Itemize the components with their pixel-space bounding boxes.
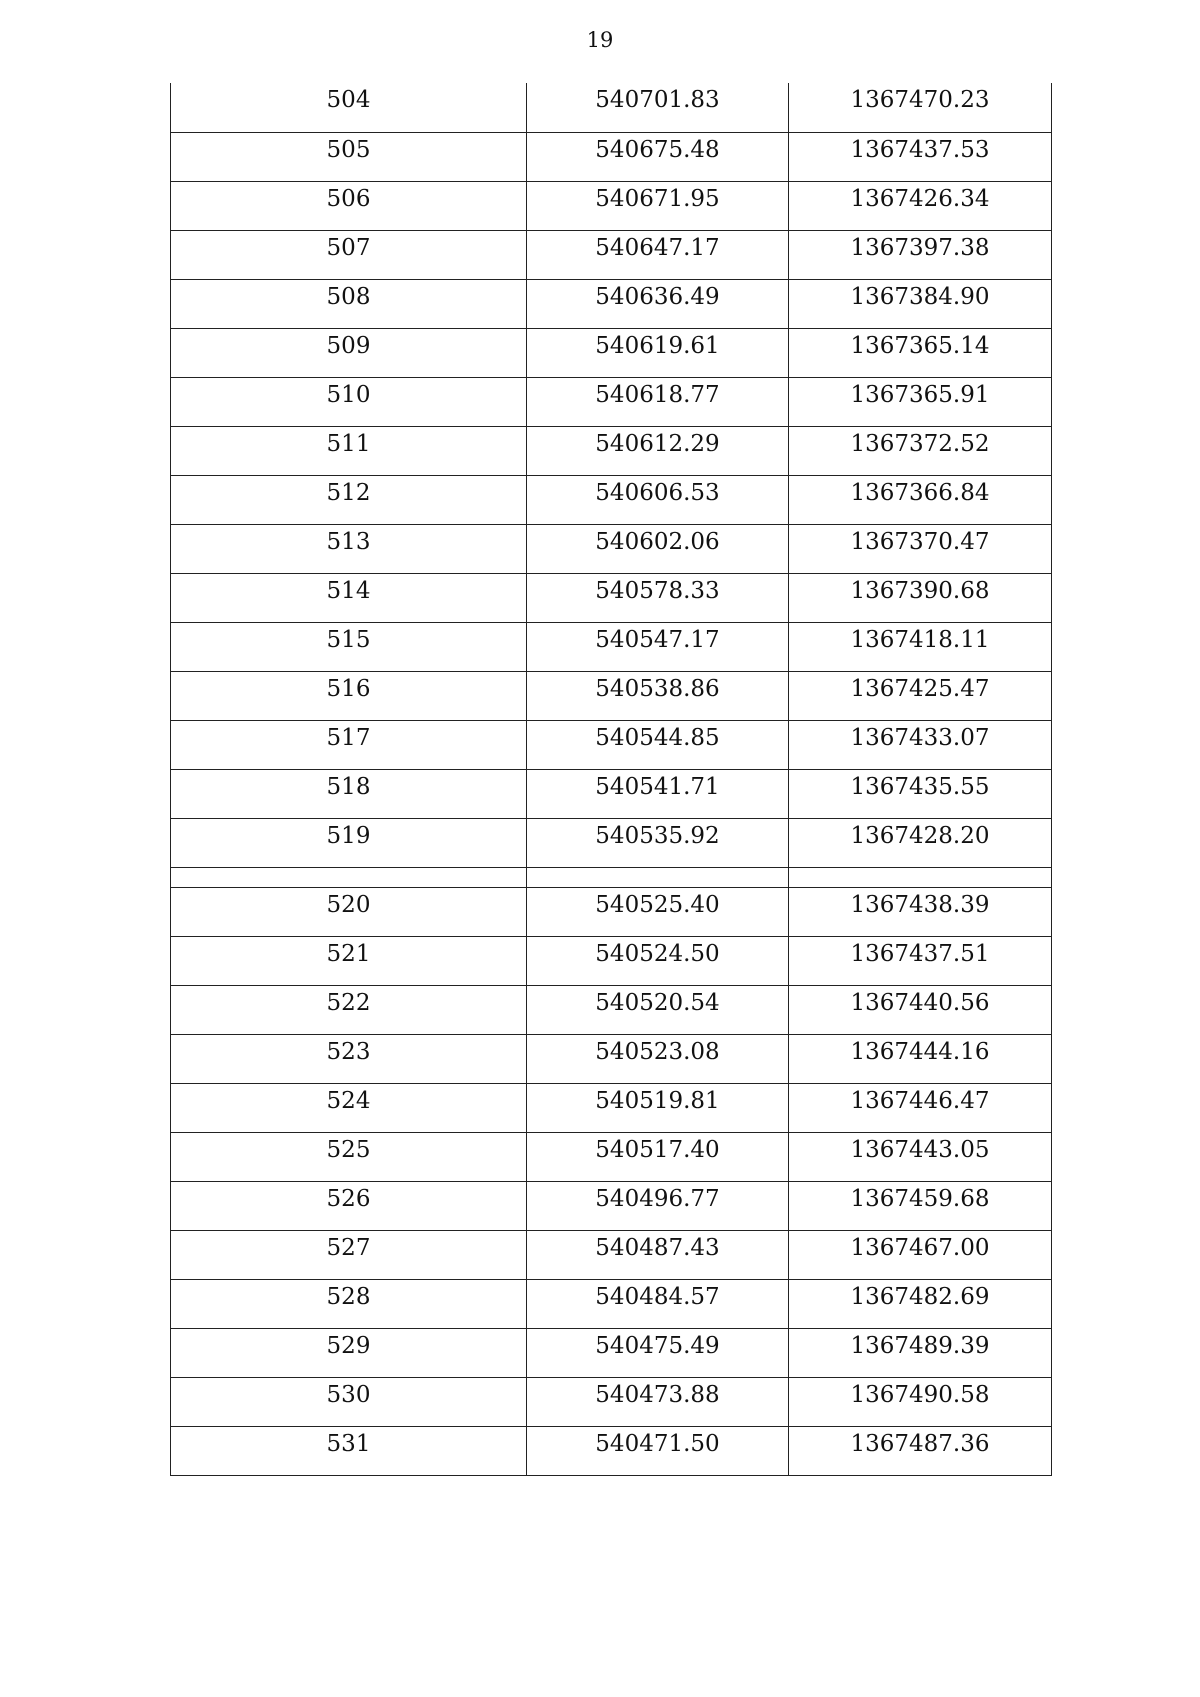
point-number-cell: 515: [171, 622, 527, 671]
point-number-cell: 508: [171, 279, 527, 328]
y-coordinate-cell: 1367487.36: [789, 1426, 1052, 1475]
x-coordinate-cell: 540675.48: [527, 132, 789, 181]
point-number-cell: 524: [171, 1083, 527, 1132]
table-row: [171, 1230, 1052, 1279]
table-row: [171, 1279, 1052, 1328]
point-number-cell: 526: [171, 1181, 527, 1230]
point-number-cell: 513: [171, 524, 527, 573]
table-row: [171, 1181, 1052, 1230]
y-coordinate-cell: 1367440.56: [789, 985, 1052, 1034]
y-coordinate-cell: 1367467.00: [789, 1230, 1052, 1279]
table-row: [171, 426, 1052, 475]
table-row: [171, 328, 1052, 377]
y-coordinate-cell: 1367443.05: [789, 1132, 1052, 1181]
y-coordinate-cell: 1367459.68: [789, 1181, 1052, 1230]
table-row: [171, 83, 1052, 132]
y-coordinate-cell: 1367390.68: [789, 573, 1052, 622]
x-coordinate-cell: 540520.54: [527, 985, 789, 1034]
table-row: [171, 720, 1052, 769]
table-row: [171, 671, 1052, 720]
x-coordinate-cell: 540547.17: [527, 622, 789, 671]
table-row: [171, 1132, 1052, 1181]
x-coordinate-cell: 540671.95: [527, 181, 789, 230]
table-row: [171, 524, 1052, 573]
table-row: [171, 573, 1052, 622]
table-row: [171, 1034, 1052, 1083]
x-coordinate-cell: 540524.50: [527, 936, 789, 985]
y-coordinate-cell: 1367444.16: [789, 1034, 1052, 1083]
y-coordinate-cell: 1367372.52: [789, 426, 1052, 475]
y-coordinate-cell: 1367418.11: [789, 622, 1052, 671]
point-number-cell: 523: [171, 1034, 527, 1083]
point-number-cell: 522: [171, 985, 527, 1034]
point-number-cell: 530: [171, 1377, 527, 1426]
point-number-cell: 520: [171, 887, 527, 936]
empty-cell: [789, 867, 1052, 887]
table-row: [171, 279, 1052, 328]
table-row: [171, 132, 1052, 181]
x-coordinate-cell: 540496.77: [527, 1181, 789, 1230]
x-coordinate-cell: 540578.33: [527, 573, 789, 622]
y-coordinate-cell: 1367435.55: [789, 769, 1052, 818]
point-number-cell: 525: [171, 1132, 527, 1181]
point-number-cell: 521: [171, 936, 527, 985]
table-row: [171, 985, 1052, 1034]
point-number-cell: 528: [171, 1279, 527, 1328]
table-spacer-row: [171, 867, 1052, 887]
point-number-cell: 527: [171, 1230, 527, 1279]
x-coordinate-cell: 540619.61: [527, 328, 789, 377]
table-row: [171, 887, 1052, 936]
y-coordinate-cell: 1367437.53: [789, 132, 1052, 181]
empty-cell: [527, 867, 789, 887]
x-coordinate-cell: 540636.49: [527, 279, 789, 328]
x-coordinate-cell: 540517.40: [527, 1132, 789, 1181]
table-row: [171, 769, 1052, 818]
table-row: [171, 622, 1052, 671]
point-number-cell: 514: [171, 573, 527, 622]
x-coordinate-cell: 540487.43: [527, 1230, 789, 1279]
x-coordinate-cell: 540519.81: [527, 1083, 789, 1132]
point-number-cell: 517: [171, 720, 527, 769]
point-number-cell: 507: [171, 230, 527, 279]
table-row: [171, 936, 1052, 985]
x-coordinate-cell: 540538.86: [527, 671, 789, 720]
y-coordinate-cell: 1367397.38: [789, 230, 1052, 279]
x-coordinate-cell: 540525.40: [527, 887, 789, 936]
point-number-cell: 512: [171, 475, 527, 524]
table-row: [171, 1377, 1052, 1426]
y-coordinate-cell: 1367489.39: [789, 1328, 1052, 1377]
x-coordinate-cell: 540541.71: [527, 769, 789, 818]
point-number-cell: 511: [171, 426, 527, 475]
x-coordinate-cell: 540484.57: [527, 1279, 789, 1328]
x-coordinate-cell: 540475.49: [527, 1328, 789, 1377]
point-number-cell: 529: [171, 1328, 527, 1377]
y-coordinate-cell: 1367433.07: [789, 720, 1052, 769]
x-coordinate-cell: 540612.29: [527, 426, 789, 475]
point-number-cell: 518: [171, 769, 527, 818]
table-row: [171, 818, 1052, 867]
y-coordinate-cell: 1367490.58: [789, 1377, 1052, 1426]
coordinates-table-body: [171, 83, 1052, 1475]
x-coordinate-cell: 540471.50: [527, 1426, 789, 1475]
y-coordinate-cell: 1367437.51: [789, 936, 1052, 985]
y-coordinate-cell: 1367366.84: [789, 475, 1052, 524]
table-row: [171, 377, 1052, 426]
table-row: [171, 475, 1052, 524]
table-row: [171, 181, 1052, 230]
table-row: [171, 230, 1052, 279]
point-number-cell: 516: [171, 671, 527, 720]
y-coordinate-cell: 1367365.14: [789, 328, 1052, 377]
y-coordinate-cell: 1367446.47: [789, 1083, 1052, 1132]
table-row: [171, 1426, 1052, 1475]
point-number-cell: 506: [171, 181, 527, 230]
x-coordinate-cell: 540701.83: [527, 83, 789, 132]
page-number: 19: [586, 28, 614, 52]
point-number-cell: 505: [171, 132, 527, 181]
point-number-cell: 510: [171, 377, 527, 426]
x-coordinate-cell: 540535.92: [527, 818, 789, 867]
point-number-cell: 519: [171, 818, 527, 867]
x-coordinate-cell: 540618.77: [527, 377, 789, 426]
y-coordinate-cell: 1367438.39: [789, 887, 1052, 936]
coordinates-table: [170, 83, 1052, 1476]
x-coordinate-cell: 540647.17: [527, 230, 789, 279]
y-coordinate-cell: 1367384.90: [789, 279, 1052, 328]
point-number-cell: 509: [171, 328, 527, 377]
x-coordinate-cell: 540473.88: [527, 1377, 789, 1426]
x-coordinate-cell: 540544.85: [527, 720, 789, 769]
empty-cell: [171, 867, 527, 887]
y-coordinate-cell: 1367425.47: [789, 671, 1052, 720]
y-coordinate-cell: 1367428.20: [789, 818, 1052, 867]
x-coordinate-cell: 540602.06: [527, 524, 789, 573]
y-coordinate-cell: 1367365.91: [789, 377, 1052, 426]
point-number-cell: 504: [171, 83, 527, 132]
y-coordinate-cell: 1367482.69: [789, 1279, 1052, 1328]
point-number-cell: 531: [171, 1426, 527, 1475]
y-coordinate-cell: 1367370.47: [789, 524, 1052, 573]
x-coordinate-cell: 540606.53: [527, 475, 789, 524]
y-coordinate-cell: 1367426.34: [789, 181, 1052, 230]
table-row: [171, 1083, 1052, 1132]
table-row: [171, 1328, 1052, 1377]
y-coordinate-cell: 1367470.23: [789, 83, 1052, 132]
x-coordinate-cell: 540523.08: [527, 1034, 789, 1083]
